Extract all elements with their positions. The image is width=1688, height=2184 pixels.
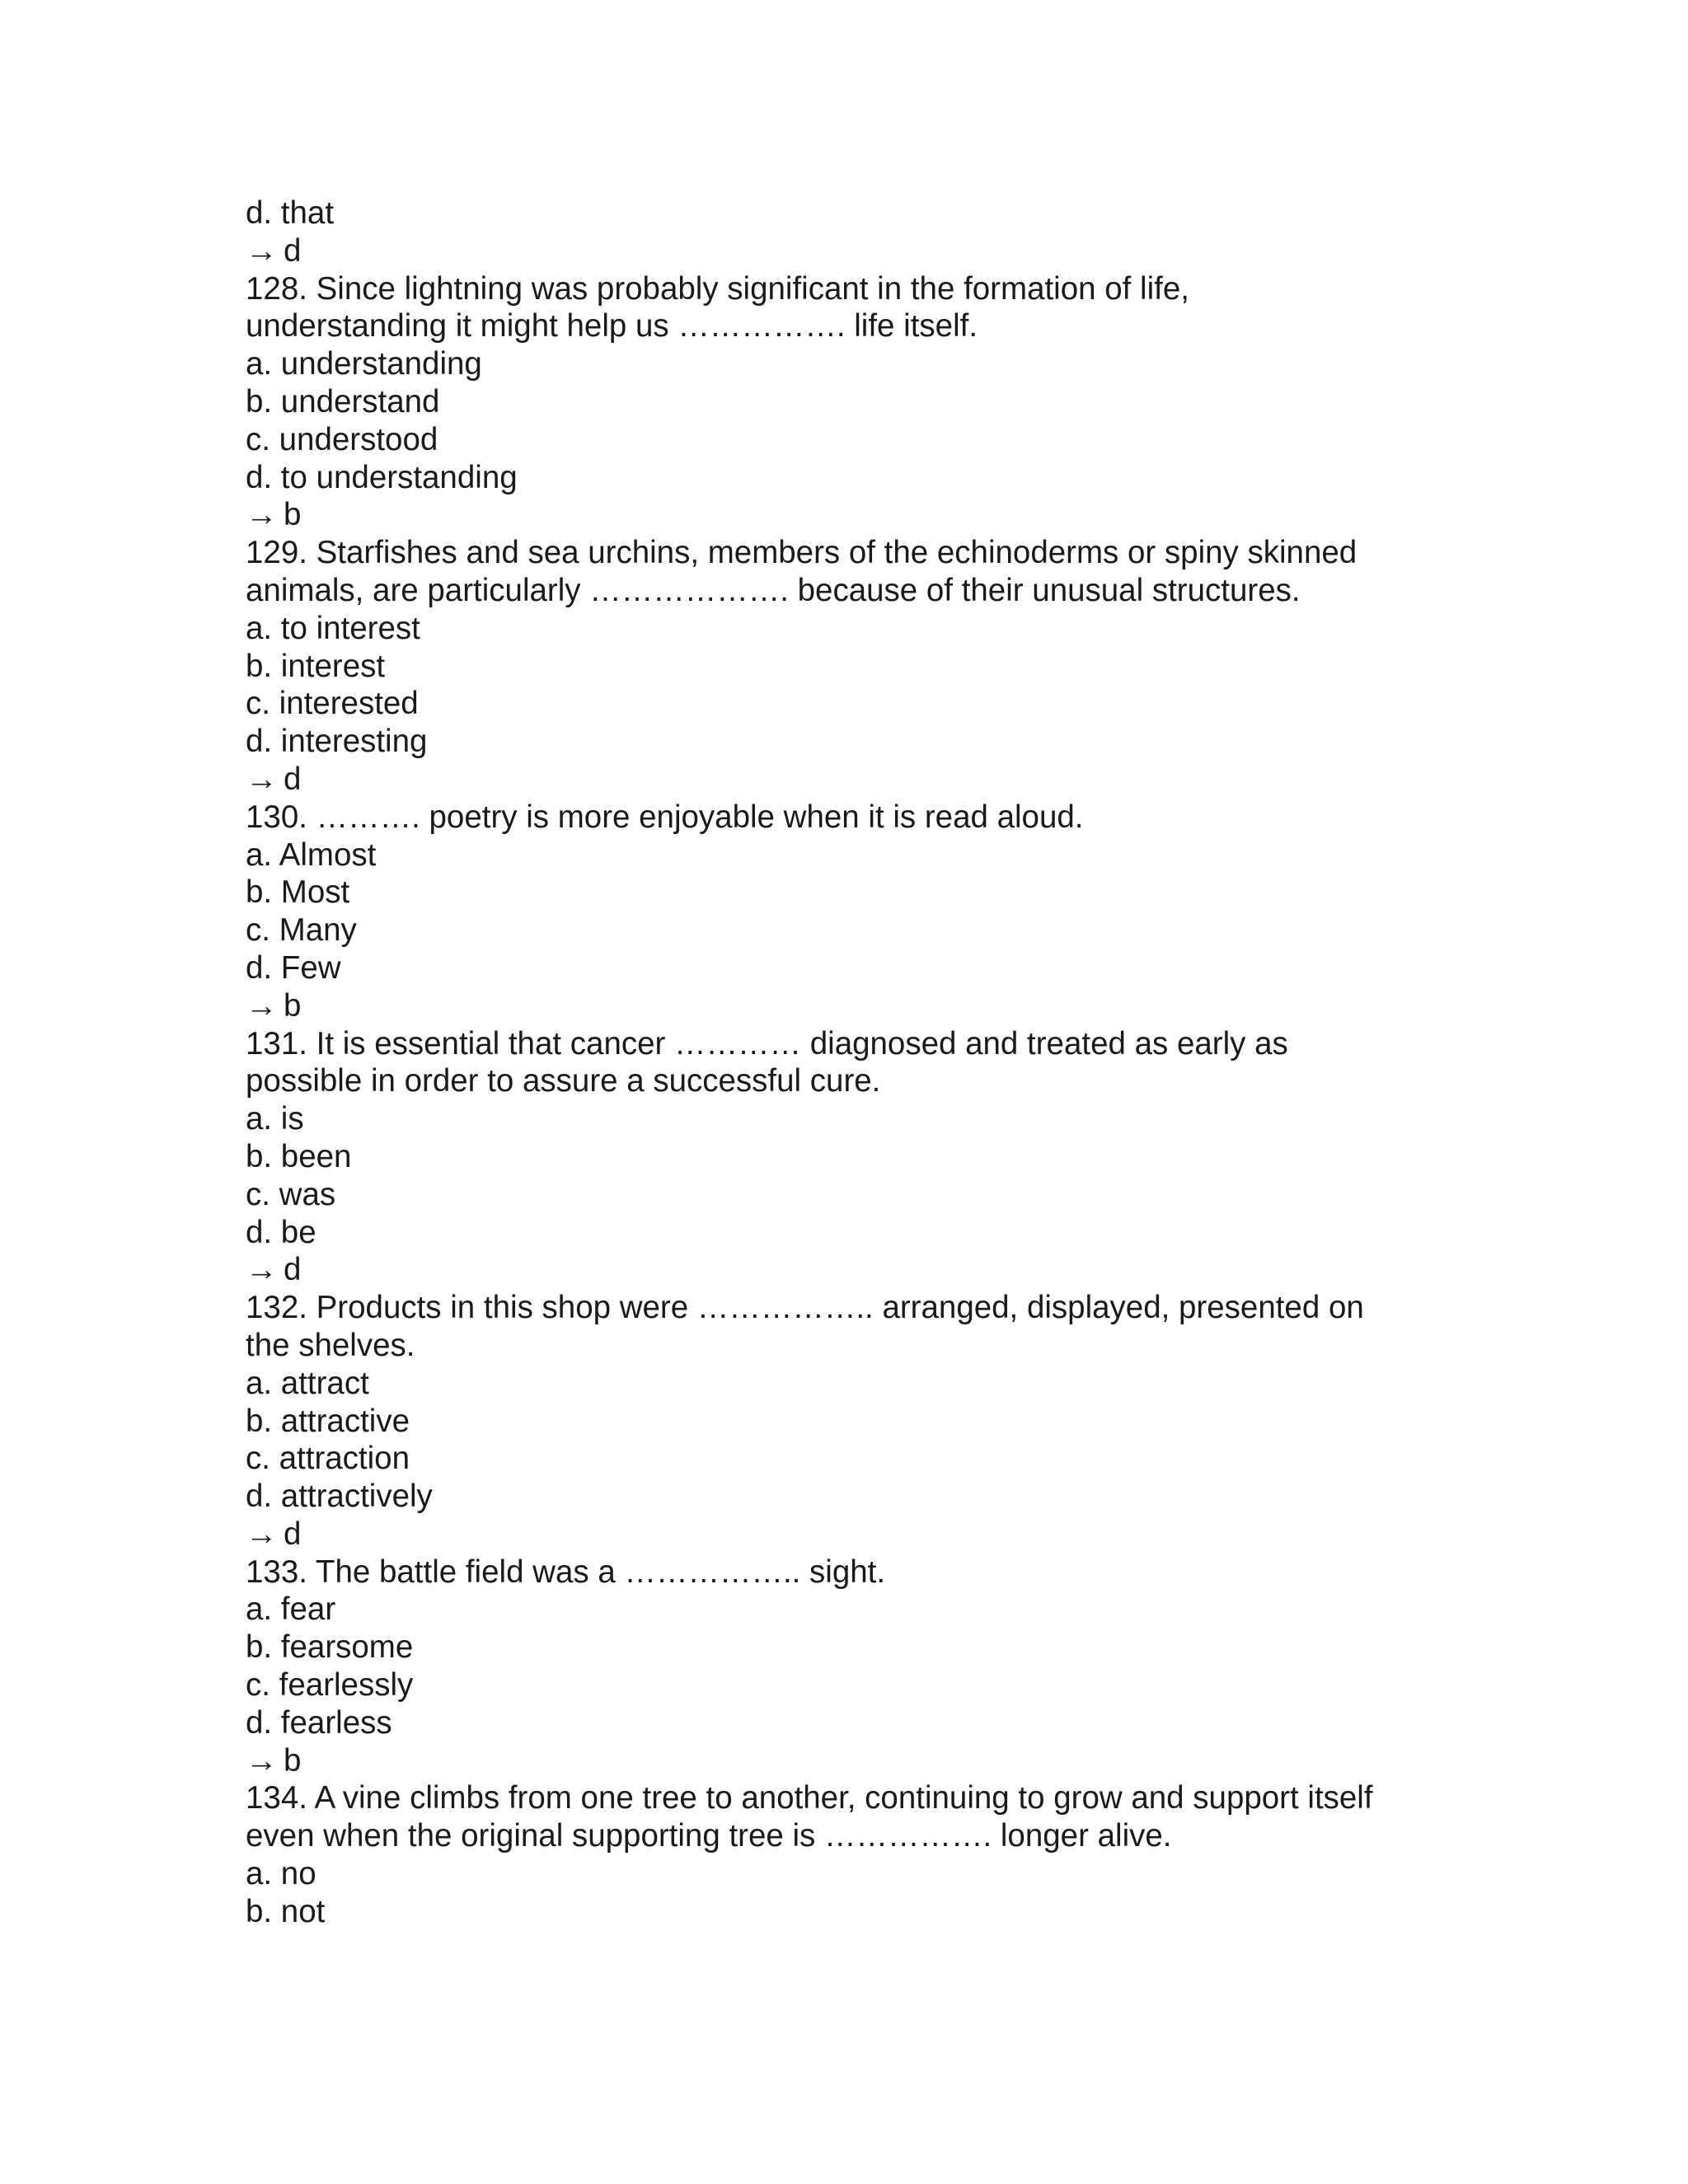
document-page xyxy=(246,194,1465,1931)
option-line: d. attractively xyxy=(246,1479,433,1515)
text-line: d. that xyxy=(246,195,335,231)
option-line: a. is xyxy=(246,1101,304,1137)
option-line: b. interest xyxy=(246,648,386,684)
arrow-icon: → xyxy=(246,1516,278,1552)
option-line: d. fearless xyxy=(246,1704,392,1741)
question-line: 134. A vine climbs from one tree to another, continuing to grow and support itself xyxy=(246,1780,1373,1816)
question-line: 129. Starfishes and sea urchins, members of the echinoderms or spiny skinned xyxy=(246,535,1357,571)
arrow-icon: → xyxy=(246,232,278,269)
option-line: a. fear xyxy=(246,1591,336,1628)
option-line: a. no xyxy=(246,1856,316,1892)
answer-line: → b xyxy=(246,1742,302,1779)
option-line: b. not xyxy=(246,1893,326,1929)
question-line: 132. Products in this shop were …………….. arranged, displayed, presented on xyxy=(246,1290,1364,1326)
option-line: b. understand xyxy=(246,383,440,419)
option-line: d. to understanding xyxy=(246,459,518,495)
option-line: c. fearlessly xyxy=(246,1667,414,1704)
option-line: b. been xyxy=(246,1138,352,1174)
arrow-icon: → xyxy=(246,761,278,797)
option-line: c. interested xyxy=(246,686,419,722)
option-line: d. Few xyxy=(246,949,341,986)
answer-line: → d xyxy=(246,1516,302,1552)
option-line: b. Most xyxy=(246,874,350,911)
answer-line: → d xyxy=(246,761,302,797)
answer-line: → b xyxy=(246,987,302,1024)
option-line: b. attractive xyxy=(246,1403,410,1439)
option-line: a. Almost xyxy=(246,837,377,873)
question-line: 128. Since lightning was probably significant in the formation of life, xyxy=(246,270,1189,307)
question-line: 130. ………. poetry is more enjoyable when it is read aloud. xyxy=(246,799,1084,835)
arrow-icon: → xyxy=(246,1252,278,1288)
question-line: possible in order to assure a successful cure. xyxy=(246,1063,881,1099)
option-line: c. Many xyxy=(246,912,357,949)
option-line: c. attraction xyxy=(246,1441,410,1477)
answer-line: → d xyxy=(246,232,302,269)
question-line: even when the original supporting tree is ……………. longer alive. xyxy=(246,1818,1172,1854)
option-line: d. be xyxy=(246,1214,316,1250)
question-line: understanding it might help us ……………. life itself. xyxy=(246,308,978,344)
arrow-icon: → xyxy=(246,1742,278,1779)
option-line: a. understanding xyxy=(246,346,482,382)
option-line: d. interesting xyxy=(246,724,428,760)
arrow-icon: → xyxy=(246,497,278,533)
answer-line: → d xyxy=(246,1252,302,1288)
option-line: b. fearsome xyxy=(246,1629,414,1666)
question-line: the shelves. xyxy=(246,1327,415,1363)
question-line: 131. It is essential that cancer ………… diagnosed and treated as early as xyxy=(246,1025,1288,1062)
question-line: animals, are particularly ………………. because of their unusual structures. xyxy=(246,572,1301,608)
option-line: a. to interest xyxy=(246,610,420,646)
option-line: c. understood xyxy=(246,421,438,457)
answer-line: → b xyxy=(246,497,302,533)
question-line: 133. The battle field was a …………….. sight. xyxy=(246,1554,886,1590)
option-line: a. attract xyxy=(246,1365,369,1401)
arrow-icon: → xyxy=(246,987,278,1024)
option-line: c. was xyxy=(246,1176,336,1212)
